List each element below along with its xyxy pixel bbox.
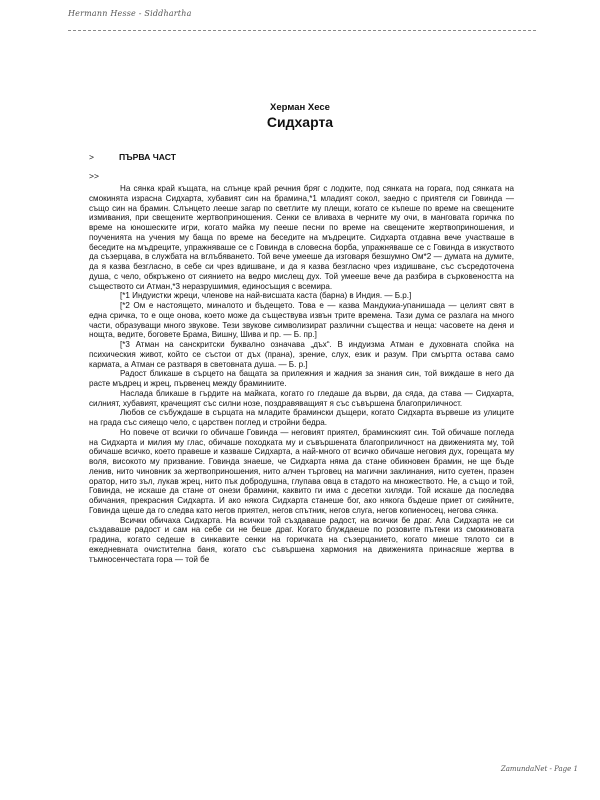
footnote: [*2 Ом е настоящето, миналото и бъдещето. Това е — казва Мандукиа-упанишада — целият свят в една сричка, то е още онова, което може да съществува извън трите времена. Тази дума се разлага на много части, образуващи много звукове. Тези звукове символизират различни същества и неща: часовете на деня и нощта, ведите, боговете Брама, Вишну, Шива и пр. — Б. пр.]: [89, 301, 514, 340]
running-header: Hermann Hesse - Siddhartha: [68, 9, 192, 18]
paragraph: Любов се събуждаше в сърцата на младите брамински дъщери, когато Сидхарта вървеше из улиците на града със сияещо чело, с царствен поглед и стройни бедра.: [89, 408, 514, 427]
page-footer: ZamundaNet - Page 1: [500, 765, 578, 773]
paragraph: Всички обичаха Сидхарта. На всички той създаваше радост, на всички бе драг. Ала Сидхарта не си създаваше радост и сам на себе си не беше драг. Когато блуждаеше по розовите пътеки из смокиновата градина, когато седеше в синкавите сенки на горичката на съзерцанието, когато миеше тялото си в ежедневната очистителна баня, когато със съвършена хармония на движенията принасяше жертва в тъмносенчестата гора — той бе: [89, 515, 514, 564]
header-divider: [68, 30, 536, 31]
footnote: [*1 Индуистки жреци, членове на най-висшата каста (барна) в Индия. — Б.р.]: [120, 291, 412, 301]
footnote: [*3 Атман на санскритски буквално означава „дъх“. В индуизма Атман е духовната спойка на психическия живот, който се състои от дъх (прана), зрение, слух, език и разум. При смъртта остава само кармата, а Атман се разтваря в световната душа. — Б. р.]: [89, 340, 514, 369]
body-text: [89, 184, 514, 564]
author-name: Херман Хесе: [270, 102, 330, 113]
section-marker-double: >>: [89, 171, 99, 181]
paragraph: На сянка край къщата, на слънце край речния бряг с лодките, под сянката на горага, под сянката на смокинята израсна Сидхарта, хубавият син на брамина,*1 младият сокол, заедно с приятеля си Говинда — също син на брамин. Слънцето лееше загар по светлите му плещи, когато се къпеше по време на свещените измивания, при свещените жертвоприношения. Сенки се вливаха в черните му очи, в манговата горичка по време на юношеските игри, когато майка му пееше песни по време на свещените жертвоприношения, и поученията на учения му баща по време на беседите на мъдреците. Сидхарта отдавна вече участваше в беседите на мъдреците, упражняваше се с Говинда в словесна борба, упражняваше се с Говинда в изкуството да съзерцава, в службата на вглъбяването. Той вече умееше да изговаря безшумно Ом*2 — думата на думите, да я казва безгласно, в себе си чрез вдишване, и да я казва безгласно чрез издишване, със съсредоточена душа, с чело, обкръжено от сиянието на ведро мислещ дух. Той умееше вече да разбира в сърковеността на съществото си Атман,*3 неразрушимия, единосъщия с всемира.: [89, 184, 514, 291]
paragraph: Но повече от всички го обичаше Говинда — неговият приятел, браминският син. Той обичаше погледа на Сидхарта и милия му глас, обичаше походката му и съвършената благоприличност на движенията му, той обичаше всичко, което правеше и казваше Сидхарта, а най-много от всичко обичаше неговия дух, горещата му воля, високото му призвание. Говинда знаеше, че Сидхарта няма да стане обикновен брамин, не ще бъде ленив, нито чиновник за жертвоприношения, нито алчен търговец на магични заклинания, нито суетен, празен оратор, нито зъл, лукав жрец, нито пък добродушна, глупава овца в стадото на множеството. Не, а също и той, Говинда, не искаше да стане от онези брамини, каквито ги има с десетки хиляди. Той искаше да последва обичания, прекрасния Сидхарта. И ако някога Сидхарта станеше бог, ако някога бъдеше приет от сияйните, Говинда щеше да го следва като негов приятел, негов спътник, негов слуга, негов копиеносец, негова сянка.: [89, 427, 514, 515]
paragraph: Радост бликаше в сърцето на бащата за прилежния и жадния за знания син, той виждаше в него да расте мъдрец и жрец, първенец между браминиите.: [89, 369, 514, 388]
section-heading: ПЪРВА ЧАСТ: [119, 152, 177, 162]
book-title: Сидхарта: [266, 114, 334, 130]
section-marker: >: [89, 152, 94, 162]
paragraph: Наслада бликаше в гърдите на майката, когато го гледаше да върви, да сяда, да става — Сидхарта, силният, хубавият, крачещият със силни нозе, поздравяващият я със съвършена благоприличност.: [89, 388, 514, 408]
